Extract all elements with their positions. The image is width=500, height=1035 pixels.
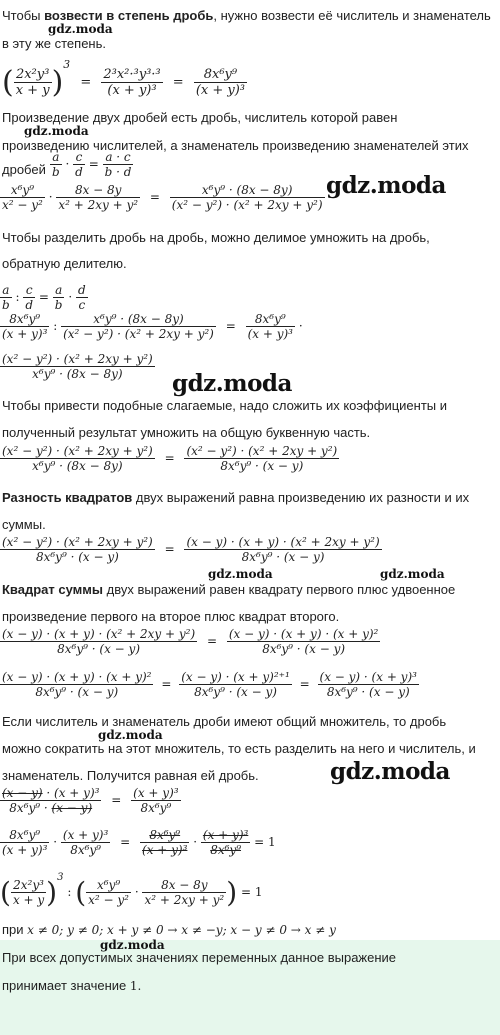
- paragraph-diff-squares-line1: Разность квадратов двух выражений равна произведению их разности и их: [2, 490, 470, 505]
- equation-1: ( $\frac{\text{2x²y³}}{x + y}$ )$^3$ = $\frac{\text{2³x²·³y³·³}}{\text{(x + y)³}}$ = $\frac{\text{8x⁶y⁹}}{\text{(x + y)³}}$: [2, 58, 246, 100]
- paragraph-divide-rule-line1: Чтобы разделить дробь на дробь, можно делимое умножить на дробь,: [2, 230, 430, 245]
- watermark: gdz.moda: [48, 22, 113, 36]
- watermark: gdz.moda: [330, 758, 450, 785]
- equation-7: $\frac{\text{(x − y) · (x + y) · (x + y)²}}{\text{8x⁶y⁹ · (x − y)}}$ = $\frac{\text{(x − y) · (x + y)²⁺¹}}{\text{8x⁶y⁹ · (x − y)}}$ = $\frac{\text{(x − y) · (x + y)³}}{\text{8x⁶y⁹ · (x − y)}}$: [2, 670, 417, 699]
- paragraph-like-terms-line2: полученный результат умножить на общую буквенную часть.: [2, 425, 371, 440]
- watermark: gdz.moda: [326, 172, 446, 199]
- watermark: gdz.moda: [172, 370, 292, 397]
- equation-6: $\frac{\text{(x − y) · (x + y) · (x² + 2xy + y²)}}{\text{8x⁶y⁹ · (x − y)}}$ = $\frac{\text{(x − y) · (x + y) · (x + y)²}}{\text{8x⁶y⁹ · (x − y)}}$: [2, 627, 379, 656]
- equation-4: $\frac{\text{(x² − y²) · (x² + 2xy + y²)}}{\text{x⁶y⁹ · (8x − 8y)}}$ = $\frac{\text{(x² − y²) · (x² + 2xy + y²)}}{\text{8x⁶y⁹ · (x − y)}}$: [2, 444, 338, 473]
- equation-10: ( $\frac{\text{2x²y³}}{x + y}$ )$^3$ : ( $\frac{\text{x⁶y⁹}}{\text{x² − y²}}$ · $\frac{8x - 8y}{\text{x² + 2xy + y²}}$ ) = 1: [0, 872, 263, 909]
- domain-conditions: при x ≠ 0; y ≠ 0; x + y ≠ 0 → x ≠ −y; x − y ≠ 0 → x ≠ y: [2, 922, 336, 937]
- answer-line2: принимает значение 1.: [2, 978, 142, 993]
- watermark: gdz.moda: [98, 728, 163, 742]
- equation-5: $\frac{\text{(x² − y²) · (x² + 2xy + y²)}}{\text{8x⁶y⁹ · (x − y)}}$ = $\frac{\text{(x − y) · (x + y) · (x² + 2xy + y²)}}{\text{8x⁶y⁹ · (x − y)}}$: [2, 535, 380, 564]
- watermark: gdz.moda: [100, 938, 165, 952]
- equation-2: $\frac{\text{x⁶y⁹}}{\text{x² − y²}}$ · $\frac{8x - 8y}{\text{x² + 2xy + y²}}$ = $\frac{\text{x⁶y⁹ · (8x − 8y)}}{\text{(x² − y²) · (x² + 2xy + y²)}}$: [2, 183, 323, 212]
- paragraph-reduce-line1: Если числитель и знаменатель дроби имеют общий множитель, то дробь: [2, 714, 447, 729]
- paragraph-reduce-line3: знаменатель. Получится равная ей дробь.: [2, 768, 259, 783]
- watermark: gdz.moda: [208, 567, 273, 581]
- paragraph-square-sum-line1: Квадрат суммы двух выражений равен квадрату первого плюс удвоенное: [2, 582, 456, 597]
- paragraph-power-rule-line1: Чтобы возвести в степень дробь, нужно возвести её числитель и знаменатель: [2, 8, 491, 23]
- divide-rule-formula: $\frac{a}{b}$ : $\frac{c}{d}$ = $\frac{a}{b}$ · $\frac{d}{c}$: [2, 283, 86, 312]
- paragraph-diff-squares-line2: суммы.: [2, 517, 46, 532]
- equation-8: $\frac{\text{(x − y) · (x + y)³}}{\text{8x⁶y⁹ · (x − y)}}$ = $\frac{\text{(x + y)³}}{\text{8x⁶y⁹}}$: [2, 786, 179, 815]
- paragraph-multiply-rule-line2: произведению числителей, а знаменатель произведению знаменателей этих: [2, 138, 469, 153]
- paragraph-divide-rule-line2: обратную делителю.: [2, 256, 127, 271]
- multiply-rule-formula: $\frac{a}{b}$ · $\frac{c}{d}$ = $\frac{a \cdot c}{b \cdot d}$: [52, 150, 132, 179]
- paragraph-power-rule-line2: в эту же степень.: [2, 36, 106, 51]
- equation-9: $\frac{\text{8x⁶y⁹}}{\text{(x + y)³}}$ · $\frac{\text{(x + y)³}}{\text{8x⁶y⁹}}$ = $\frac{\text{8x⁶y⁹}}{\text{(x + y)³}}$ · $\frac{\text{(x + y)³}}{\text{8x⁶y⁹}}$ = 1: [2, 828, 276, 857]
- paragraph-like-terms-line1: Чтобы привести подобные слагаемые, надо сложить их коэффициенты и: [2, 398, 447, 413]
- equation-3-continued: $\frac{\text{(x² − y²) · (x² + 2xy + y²)}}{\text{x⁶y⁹ · (8x − 8y)}}$: [2, 352, 153, 381]
- paragraph-square-sum-line2: произведение первого на второе плюс квадрат второго.: [2, 609, 340, 624]
- paragraph-reduce-line2: можно сократить на этот множитель, то есть разделить на него и числитель, и: [2, 741, 476, 756]
- equation-3: $\frac{\text{8x⁶y⁹}}{\text{(x + y)³}}$ : $\frac{\text{x⁶y⁹ · (8x − 8y)}}{\text{(x² − y²) · (x² + 2xy + y²)}}$ = $\frac{\text{8x⁶y⁹}}{\text{(x + y)³}}$ ·: [2, 312, 303, 341]
- watermark: gdz.moda: [24, 124, 89, 138]
- paragraph-multiply-rule-line3: дробей: [2, 162, 46, 177]
- watermark: gdz.moda: [380, 567, 445, 581]
- paragraph-multiply-rule-line1: Произведение двух дробей есть дробь, числитель которой равен: [2, 110, 398, 125]
- answer-line1: При всех допустимых значениях переменных данное выражение: [2, 950, 397, 965]
